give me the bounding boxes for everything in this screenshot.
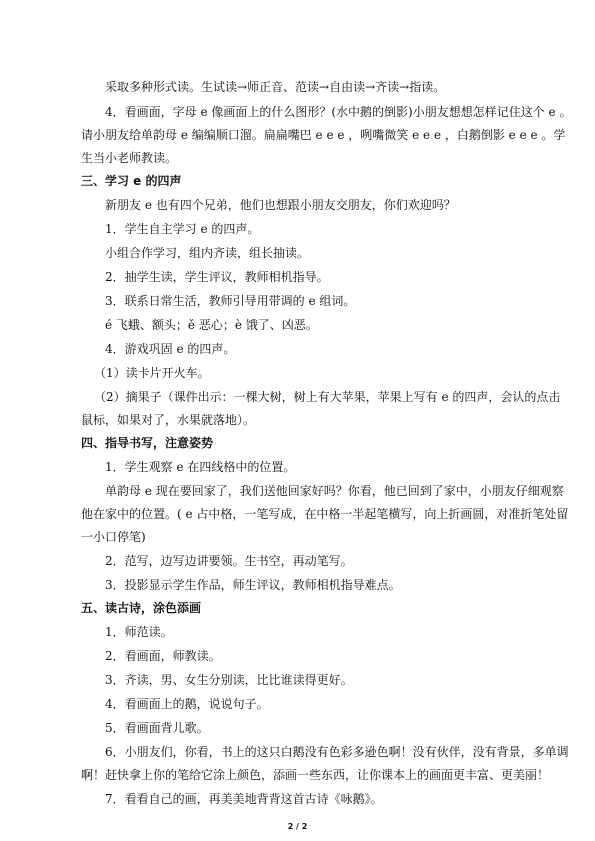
paragraph-line: 4．看画面，字母 e 像画面上的什么图形？(水中鹅的倒影)小朋友想想怎样记住这个 e 。 [105,105,572,119]
paragraph-line: 1．师范读。 [105,625,173,639]
section-heading: 四、指导书写，注意姿势 [81,436,214,450]
paragraph-line: 他在家中的位置。( e 占中格，一笔写成，在中格一半起笔横写，向上折画圆，对准折笔处留 [81,507,569,521]
paragraph-line: 1．学生观察 e 在四线格中的位置。 [105,460,296,474]
paragraph-line: 4．看画面上的鹅，说说句子。 [105,697,269,711]
paragraph-line: 3．联系日常生活，教师引导用带调的 e 组词。 [105,294,356,308]
paragraph-line: （2）摘果子（课件出示：一棵大树，树上有大苹果，苹果上写有 e 的四声，会认的点击 [94,390,561,404]
paragraph-line: 单韵母 e 现在要回家了，我们送他回家好吗？你看，他已回到了家中，小朋友仔细观察 [105,484,564,498]
paragraph-line: 2．抽学生读，学生评议，教师相机指导。 [105,270,329,284]
paragraph-line: 新朋友 e 也有四个兄弟，他们也想跟小朋友交朋友，你们欢迎吗？ [105,198,456,212]
paragraph-line: 6．小朋友们，你看，书上的这只白鹅没有色彩多逊色啊！没有伙伴，没有背景，多单调 [105,745,569,759]
paragraph-line: 7．看看自己的画，再美美地背背这首古诗《咏鹅》。 [105,792,383,806]
paragraph-line: 鼠标，如果对了，水果就落地）。 [81,413,256,427]
paragraph-line: 小组合作学习，组内齐读，组长抽读。 [105,246,310,260]
section-heading: 三、学习 e 的四声 [81,174,182,188]
paragraph-line: 2．范写，边写边讲要领。生书空，再动笔写。 [105,554,353,568]
section-heading: 五、读古诗，涂色添画 [81,601,202,615]
paragraph-line: 2．看画面，师教读。 [105,649,221,663]
paragraph-line: é 飞蛾、额头；ě 恶心；è 饿了、凶恶。 [105,318,318,332]
paragraph-line: 3．齐读，男、女生分别读，比比谁读得更好。 [105,673,353,687]
paragraph-line: 啊！赶快拿上你的笔给它涂上颜色，添画一些东西，让你课本上的画面更丰富、更美丽！ [81,768,550,782]
paragraph-line: 3．投影显示学生作品，师生评议，教师相机指导难点。 [105,578,401,592]
paragraph-line: 5．看画面背儿歌。 [105,721,209,735]
paragraph-line: 采取多种形式读。生试读→师正音、范读→自由读→齐读→指读。 [105,80,446,94]
paragraph-line: 1．学生自主学习 e 的四声。 [105,222,260,236]
paragraph-line: （1）读卡片开火车。 [94,366,210,380]
paragraph-line: 一小口停笔) [81,530,146,544]
page-number: 2 / 2 [287,822,308,831]
paragraph-line: 请小朋友给单韵母 e 编编顺口溜。扁扁嘴巴 e e e ，咧嘴微笑 e e e ，白鹅倒影 e e e 。学 [81,128,566,142]
paragraph-line: 4．游戏巩固 e 的四声。 [105,342,236,356]
paragraph-line: 生当小老师教读。 [81,151,178,165]
